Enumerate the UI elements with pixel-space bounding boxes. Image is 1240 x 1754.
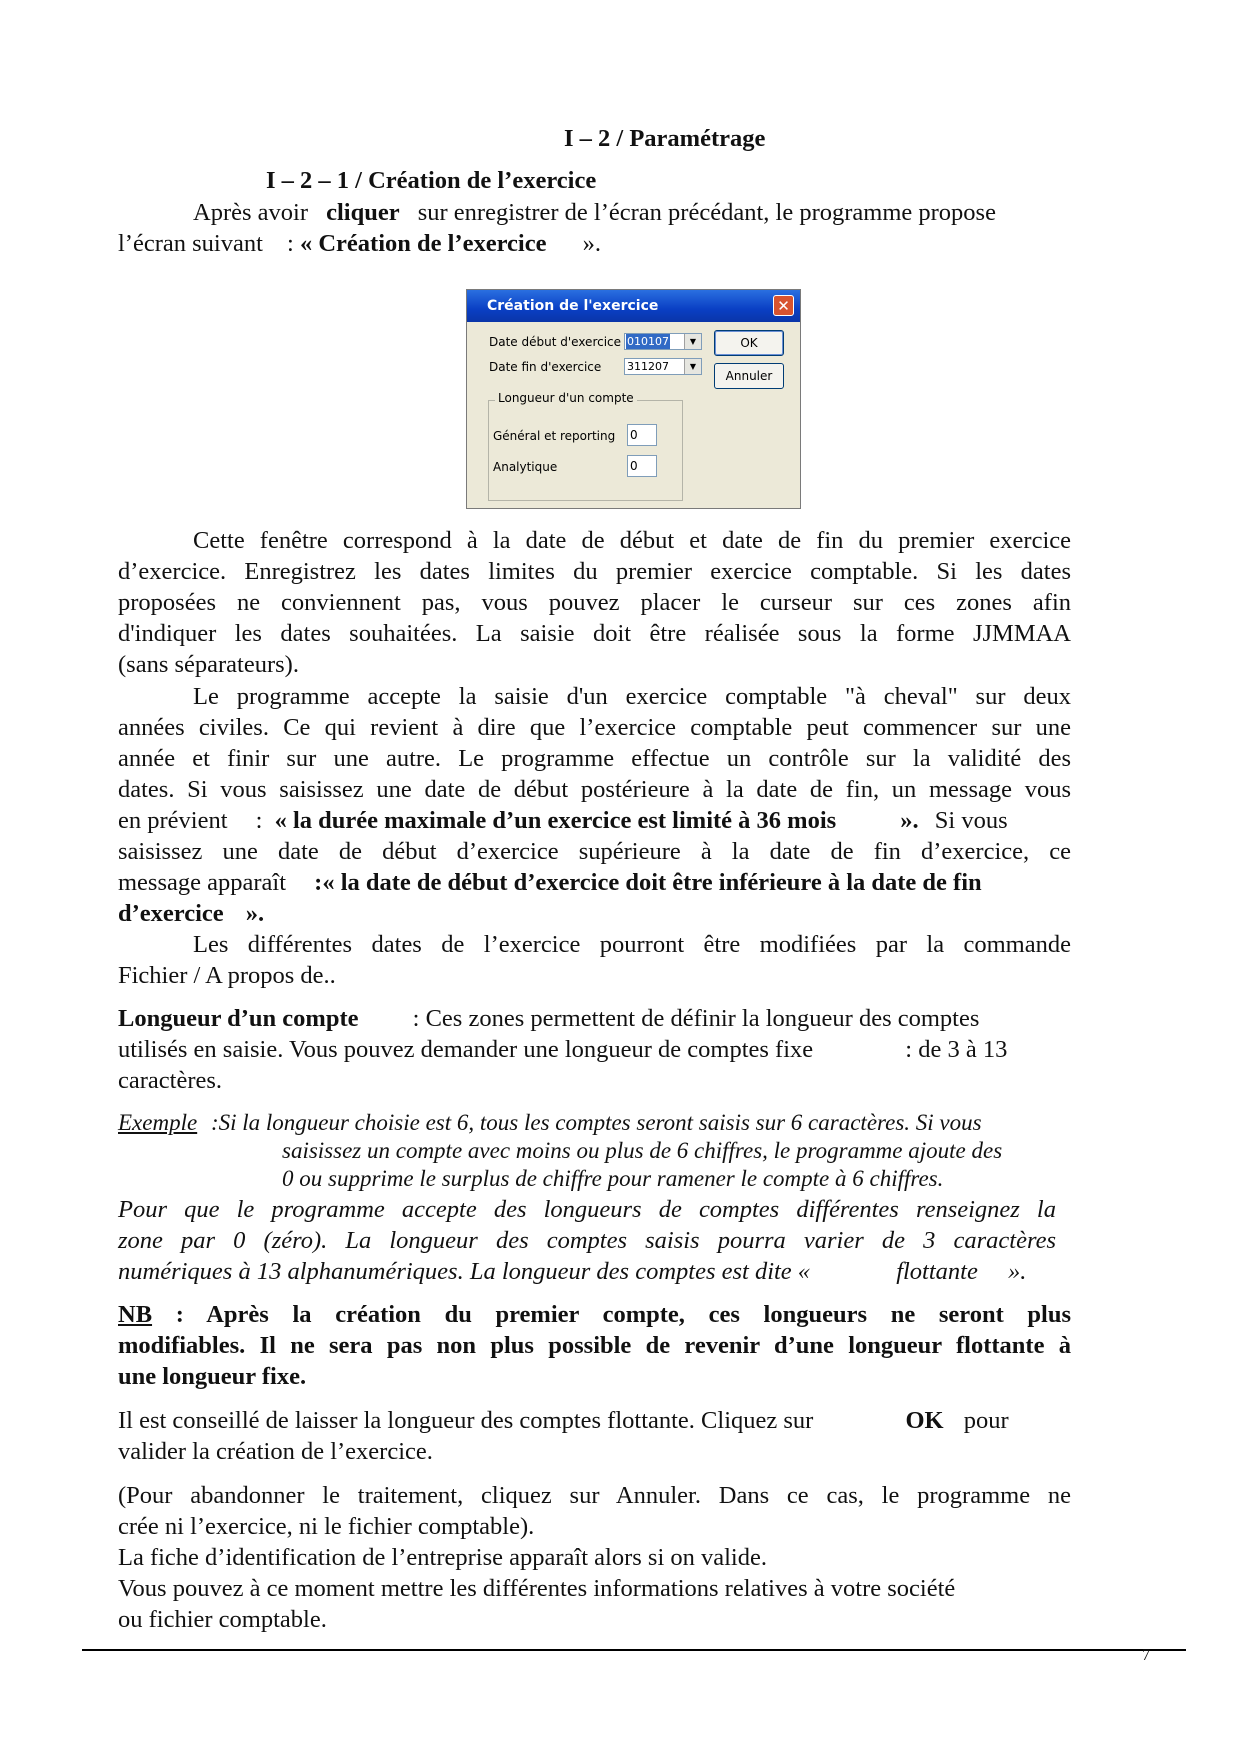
text: :Si la longueur choisie est 6, tous les comptes seront saisis sur 6 caractères. Si vous — [210, 1110, 982, 1135]
bold-text: ». — [245, 900, 265, 927]
text: : — [255, 807, 263, 834]
cancel-button[interactable]: Annuler — [714, 363, 784, 389]
bold-text: « Création de l’exercice — [299, 230, 547, 257]
p3-line-1: Les différentes dates de l’exercice pourront être modifiées par la commande — [193, 931, 1071, 958]
p7-line-1: (Pour abandonner le traitement, cliquez sur Annuler. Dans ce cas, le programme ne — [118, 1482, 1071, 1509]
analytic-length-input[interactable]: 0 — [627, 455, 657, 477]
p5-line-2: zone par 0 (zéro). La longueur des comptes saisis pourra varier de 3 caractères — [118, 1227, 1056, 1254]
text: message apparaît — [118, 869, 287, 896]
text: : — [287, 230, 294, 257]
p2-line-3: année et finir sur une autre. Le programme effectue un contrôle sur la validité des — [118, 745, 1071, 772]
bold-text: cliquer — [326, 199, 400, 226]
general-label: Général et reporting — [493, 429, 616, 443]
p2-line-5 — [118, 805, 1008, 836]
p6-line-2: valider la création de l’exercice. — [118, 1438, 433, 1465]
p2-line-4: dates. Si vous saisissez une date de début postérieure à la date de fin, un message vous — [118, 776, 1071, 803]
text: sur enregistrer de l’écran précédant, le programme propose — [417, 199, 996, 226]
ok-button[interactable]: OK — [714, 330, 784, 356]
nb-line-2: modifiables. Il ne sera pas non plus possible de revenir d’une longueur flottante à — [118, 1332, 1071, 1359]
p5-line-3 — [118, 1256, 1026, 1287]
p1-line-2: d’exercice. Enregistrez les dates limites du premier exercice comptable. Si les dates — [118, 558, 1071, 585]
group-label: Longueur d'un compte — [495, 391, 637, 405]
example-label: Exemple — [118, 1110, 198, 1135]
text: ». — [582, 230, 601, 257]
end-date-value: 311207 — [627, 360, 669, 373]
text: ». — [1007, 1258, 1027, 1285]
text: : de 3 à 13 — [905, 1036, 1008, 1063]
p1-line-4: d'indiquer les dates souhaitées. La saisie doit être réalisée sous la forme JJMMAA — [118, 620, 1071, 647]
p7-line-2: crée ni l’exercice, ni le fichier comptable). — [118, 1513, 535, 1540]
bold-term: Longueur d’un compte — [118, 1005, 359, 1032]
nb-label: NB — [118, 1301, 153, 1328]
analytic-label: Analytique — [493, 460, 558, 474]
p7-line-4: Vous pouvez à ce moment mettre les différentes informations relatives à votre société — [118, 1575, 956, 1602]
dialog-title: Création de l'exercice — [467, 290, 800, 322]
example-line-1 — [118, 1109, 982, 1137]
section-heading: I – 2 / Paramétrage — [564, 125, 766, 152]
start-date-combo[interactable] — [624, 333, 702, 350]
page-number: 7 — [1142, 1647, 1150, 1664]
bold-text: OK — [905, 1407, 944, 1434]
nb-line-1 — [118, 1299, 1071, 1330]
creation-exercice-dialog — [466, 289, 801, 509]
p2-line-6: saisissez une date de début d’exercice supérieure à la date de fin d’exercice, ce — [118, 838, 1071, 865]
text: Si vous — [934, 807, 1008, 834]
text: : Après la création du premier compte, ces longueurs ne seront plus — [175, 1301, 1071, 1328]
text: pour — [963, 1407, 1009, 1434]
p4-line-3: caractères. — [118, 1067, 223, 1094]
intro-line-1 — [193, 197, 996, 228]
footer-rule — [82, 1649, 1186, 1651]
example-line-2: saisissez un compte avec moins ou plus de 6 chiffres, le programme ajoute des — [282, 1138, 1003, 1163]
p2-line-2: années civiles. Ce qui revient à dire que l’exercice comptable peut commencer sur une — [118, 714, 1071, 741]
text: numériques à 13 alphanumériques. La longueur des comptes est dite « — [118, 1258, 811, 1285]
p2-line-7 — [118, 867, 982, 898]
text: Il est conseillé de laisser la longueur des comptes flottante. Cliquez sur — [118, 1407, 814, 1434]
p2-line-8 — [118, 898, 264, 929]
text: flottante — [896, 1258, 978, 1285]
p4-line-1 — [118, 1003, 979, 1034]
end-date-combo[interactable] — [624, 358, 702, 375]
account-length-group — [488, 400, 683, 501]
start-date-label: Date début d'exercice — [489, 335, 622, 349]
bold-text: d’exercice — [118, 900, 224, 927]
bold-text: « la durée maximale d’un exercice est limité à 36 mois — [274, 807, 837, 834]
intro-line-2 — [118, 228, 601, 259]
text: Après avoir — [193, 199, 308, 226]
text: en prévient — [118, 807, 228, 834]
bold-text: :« la date de début d’exercice doit être inférieure à la date de fin — [314, 869, 982, 896]
p1-line-3: proposées ne conviennent pas, vous pouvez placer le curseur sur ces zones afin — [118, 589, 1071, 616]
start-date-value: 010107 — [627, 335, 669, 348]
p1-line-5: (sans séparateurs). — [118, 651, 299, 678]
example-line-3: 0 ou supprime le surplus de chiffre pour ramener le compte à 6 chiffres. — [282, 1166, 944, 1191]
nb-line-3: une longueur fixe. — [118, 1363, 307, 1390]
p7-line-5: ou fichier comptable. — [118, 1606, 327, 1633]
p4-line-2 — [118, 1034, 1007, 1065]
p3-line-2: Fichier / A propos de.. — [118, 962, 336, 989]
general-length-input[interactable]: 0 — [627, 424, 657, 446]
text: utilisés en saisie. Vous pouvez demander une longueur de comptes fixe — [118, 1036, 814, 1063]
close-icon[interactable]: ✕ — [773, 295, 794, 316]
p1-line-1: Cette fenêtre correspond à la date de début et date de fin du premier exercice — [193, 527, 1071, 554]
chevron-down-icon[interactable]: ▼ — [684, 359, 701, 374]
end-date-label: Date fin d'exercice — [489, 360, 602, 374]
chevron-down-icon[interactable]: ▼ — [684, 334, 701, 349]
p2-line-1: Le programme accepte la saisie d'un exercice comptable "à cheval" sur deux — [193, 683, 1071, 710]
p6-line-1 — [118, 1405, 1009, 1436]
bold-text: ». — [900, 807, 919, 834]
text: l’écran suivant — [118, 230, 263, 257]
p5-line-1: Pour que le programme accepte des longueurs de comptes différentes renseignez la — [118, 1196, 1056, 1223]
subsection-heading: I – 2 – 1 / Création de l’exercice — [266, 167, 597, 194]
text: : Ces zones permettent de définir la longueur des comptes — [412, 1005, 980, 1032]
p7-line-3: La fiche d’identification de l’entreprise apparaît alors si on valide. — [118, 1544, 767, 1571]
